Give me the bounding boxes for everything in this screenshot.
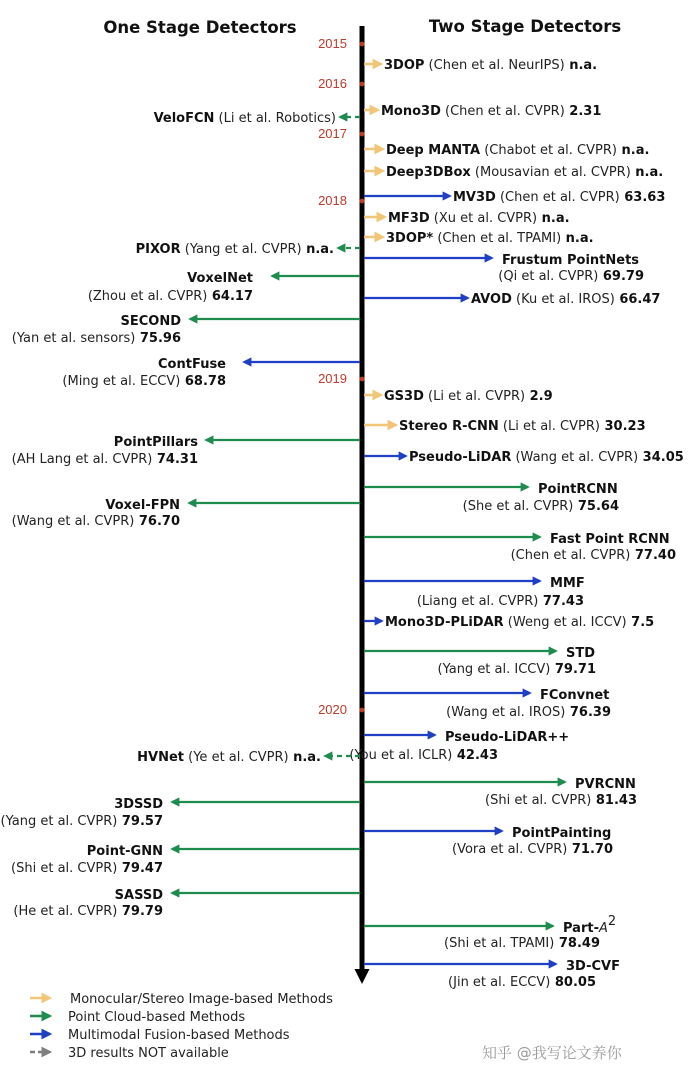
method-ref: (Xu et al. CVPR) (429, 211, 538, 226)
method-name: MV3D (453, 190, 496, 205)
method-gs3d (364, 389, 553, 404)
method-voxelnet (88, 271, 360, 304)
year-dot-2020 (360, 708, 365, 713)
method-fconvnet (364, 688, 611, 720)
method-name: Pseudo-LiDAR (409, 450, 512, 465)
method-ref: (Chabot et al. CVPR) (480, 143, 617, 158)
method-second (12, 314, 360, 346)
method-deep-manta (364, 143, 649, 158)
method-avod (364, 292, 660, 307)
year-label-2020: 2020 (318, 702, 347, 717)
method-score: 30.23 (599, 419, 646, 434)
method-contfuse (62, 357, 360, 389)
method-name-voxel-fpn: Voxel-FPN (105, 498, 180, 513)
method-name: GS3D (384, 389, 424, 404)
method-name-3dssd: 3DSSD (114, 797, 163, 812)
method-ref: (Ye et al. CVPR) (184, 750, 289, 765)
method-ref: (Chen et al. CVPR) (495, 190, 620, 205)
method-name-part-a: Part-$A^2$ (563, 914, 617, 936)
method-mv3d (364, 190, 665, 205)
method-name-voxelnet: VoxelNet (187, 271, 253, 286)
method-ref-pseudo-lidar: (You et al. ICLR) 42.43 (349, 748, 498, 763)
method-label-deep3dbox (386, 165, 663, 180)
method-mono3d-plidar (364, 615, 654, 630)
method-label-mf3d (388, 211, 570, 226)
year-dot-2018 (360, 199, 365, 204)
legend-label-mono: Monocular/Stereo Image-based Methods (70, 992, 333, 1007)
method-ref-fconvnet: (Wang et al. IROS) 76.39 (446, 705, 611, 720)
method-ref: (Weng et al. ICCV) (503, 615, 627, 630)
method-ref-sassd: (He et al. CVPR) 79.79 (13, 904, 163, 919)
method-score: 34.05 (638, 450, 684, 465)
method-name: HVNet (137, 750, 185, 765)
method-label-deep-manta (386, 143, 649, 158)
method-score: n.a. (301, 242, 334, 257)
year-label-2017: 2017 (318, 126, 347, 141)
method-label-pixor (136, 242, 334, 257)
method-ref: (Chen et al. CVPR) (440, 104, 565, 119)
method-ref-mmf: (Liang et al. CVPR) 77.43 (416, 594, 584, 609)
method-score: 2.31 (564, 104, 602, 119)
method-deep3dbox (364, 165, 663, 180)
header-two-stage: Two Stage Detectors (428, 17, 622, 36)
method-ref-part-a: (Shi et al. TPAMI) 78.49 (444, 936, 600, 951)
method-ref: (Chen et al. TPAMI) (433, 231, 562, 246)
method-score: n.a. (630, 165, 664, 180)
method-label-3dop (384, 58, 597, 73)
method-label-avod (471, 292, 660, 307)
method-name: VeloFCN (153, 111, 215, 126)
method-name: 3DOP* (386, 231, 434, 246)
year-label-2019: 2019 (318, 371, 347, 386)
method-pseudo-lidar (349, 730, 569, 763)
method-ref-pointpainting: (Vora et al. CVPR) 71.70 (452, 842, 613, 857)
method-name-contfuse: ContFuse (158, 357, 226, 372)
method-name-3d-cvf: 3D-CVF (566, 959, 620, 974)
method-3dop (364, 231, 594, 246)
method-ref: (Li et al. CVPR) (423, 389, 526, 404)
method-score: n.a. (616, 143, 650, 158)
method-name-sassd: SASSD (114, 888, 163, 903)
year-label-2016: 2016 (318, 76, 347, 91)
method-label-mono3d-plidar (385, 615, 654, 630)
method-score: 2.9 (525, 389, 553, 404)
method-part-a (364, 914, 616, 951)
method-name-fconvnet: FConvnet (540, 688, 610, 703)
method-ref-voxel-fpn: (Wang et al. CVPR) 76.70 (11, 514, 180, 529)
method-name-pointpillars: PointPillars (113, 435, 198, 450)
legend-label-fusion: Multimodal Fusion-based Methods (68, 1028, 290, 1043)
method-3dssd (1, 797, 360, 829)
method-name: PIXOR (135, 242, 181, 257)
method-name-pvrcnn: PVRCNN (575, 777, 636, 792)
method-label-mono3d (381, 104, 601, 119)
method-velofcn (154, 111, 360, 126)
method-name-mmf: MMF (550, 576, 585, 591)
method-fast-point-rcnn (364, 532, 676, 563)
method-ref: (Li et al. Robotics) (214, 111, 336, 126)
year-dot-2019 (360, 377, 365, 382)
method-score: n.a. (537, 211, 570, 226)
method-pointrcnn (364, 482, 619, 514)
method-voxel-fpn (12, 498, 360, 529)
method-name-pointrcnn: PointRCNN (538, 482, 618, 497)
method-ref: (Yang et al. CVPR) (180, 242, 302, 257)
method-name: 3DOP (384, 58, 425, 73)
method-ref-3dssd: (Yang et al. CVPR) 79.57 (0, 814, 163, 829)
method-label-3dop (386, 231, 594, 246)
method-ref-point-gnn: (Shi et al. CVPR) 79.47 (11, 861, 163, 876)
method-mmf (364, 576, 585, 609)
year-dot-2015 (360, 42, 365, 47)
method-name: Deep3DBox (386, 165, 471, 180)
method-name-second: SECOND (120, 314, 181, 329)
method-ref-contfuse: (Ming et al. ECCV) 68.78 (62, 374, 226, 389)
year-label-2015: 2015 (318, 36, 347, 51)
method-label-gs3d (384, 389, 553, 404)
method-label-stereo-r-cnn (399, 419, 646, 434)
method-ref: (Chen et al. NeurIPS) (424, 58, 565, 73)
method-ref: (Wang et al. CVPR) (511, 450, 639, 465)
method-mono3d (364, 104, 601, 119)
method-ref-fast-point-rcnn: (Chen et al. CVPR) 77.40 (510, 548, 676, 563)
method-ref: (Li et al. CVPR) (498, 419, 600, 434)
method-score: n.a. (564, 58, 598, 73)
method-ref-second: (Yan et al. sensors) 75.96 (11, 331, 181, 346)
method-score: 66.47 (614, 292, 661, 307)
watermark: 知乎 @我写论文养你 (482, 1044, 622, 1062)
method-point-gnn (11, 844, 360, 876)
method-3dop (364, 58, 597, 73)
legend-label-na: 3D results NOT available (68, 1046, 229, 1061)
method-pixor (136, 242, 360, 257)
method-score: 7.5 (626, 615, 655, 630)
method-pvrcnn (364, 777, 637, 808)
method-name-pseudo-lidar: Pseudo-LiDAR++ (445, 730, 570, 745)
method-hvnet (137, 750, 360, 765)
method-label-pseudo-lidar (409, 450, 684, 465)
method-ref-frustum-pointnets: (Qi et al. CVPR) 69.79 (498, 269, 644, 284)
method-ref-pointpillars: (AH Lang et al. CVPR) 74.31 (11, 452, 198, 467)
method-ref-std: (Yang et al. ICCV) 79.71 (437, 662, 596, 677)
method-name-pointpainting: PointPainting (512, 826, 612, 841)
method-name-std: STD (566, 646, 596, 661)
method-pointpainting (364, 826, 613, 857)
year-dot-2017 (360, 132, 365, 137)
method-name: AVOD (471, 292, 512, 307)
method-name: MF3D (388, 211, 430, 226)
method-name-frustum-pointnets: Frustum PointNets (502, 253, 640, 268)
method-name: Deep MANTA (386, 143, 481, 158)
method-std (364, 646, 596, 677)
method-ref-pointrcnn: (She et al. CVPR) 75.64 (462, 499, 619, 514)
method-ref: (Ku et al. IROS) (511, 292, 615, 307)
method-ref-voxelnet: (Zhou et al. CVPR) 64.17 (87, 289, 253, 304)
method-sassd (13, 888, 360, 919)
method-label-velofcn (154, 111, 336, 126)
method-pseudo-lidar (364, 450, 684, 465)
method-frustum-pointnets (364, 253, 644, 284)
method-pointpillars (12, 435, 360, 467)
method-score: 63.63 (619, 190, 666, 205)
method-ref-3d-cvf: (Jin et al. ECCV) 80.05 (448, 975, 596, 990)
method-name: Stereo R-CNN (399, 419, 499, 434)
method-name: Mono3D (381, 104, 441, 119)
method-label-mv3d (453, 190, 665, 205)
method-name: Mono3D-PLiDAR (385, 615, 504, 630)
method-score: n.a. (561, 231, 594, 246)
method-name-fast-point-rcnn: Fast Point RCNN (550, 532, 670, 547)
year-dot-2016 (360, 82, 365, 87)
method-name-point-gnn: Point-GNN (86, 844, 163, 859)
method-ref: (Mousavian et al. CVPR) (470, 165, 631, 180)
header-one-stage: One Stage Detectors (103, 18, 297, 37)
method-label-hvnet (137, 750, 321, 765)
method-3d-cvf (364, 959, 620, 990)
method-stereo-r-cnn (364, 419, 646, 434)
legend-label-point: Point Cloud-based Methods (68, 1010, 246, 1025)
method-score: n.a. (288, 750, 321, 765)
method-mf3d (364, 211, 570, 226)
year-label-2018: 2018 (318, 193, 347, 208)
method-ref-pvrcnn: (Shi et al. CVPR) 81.43 (485, 793, 637, 808)
